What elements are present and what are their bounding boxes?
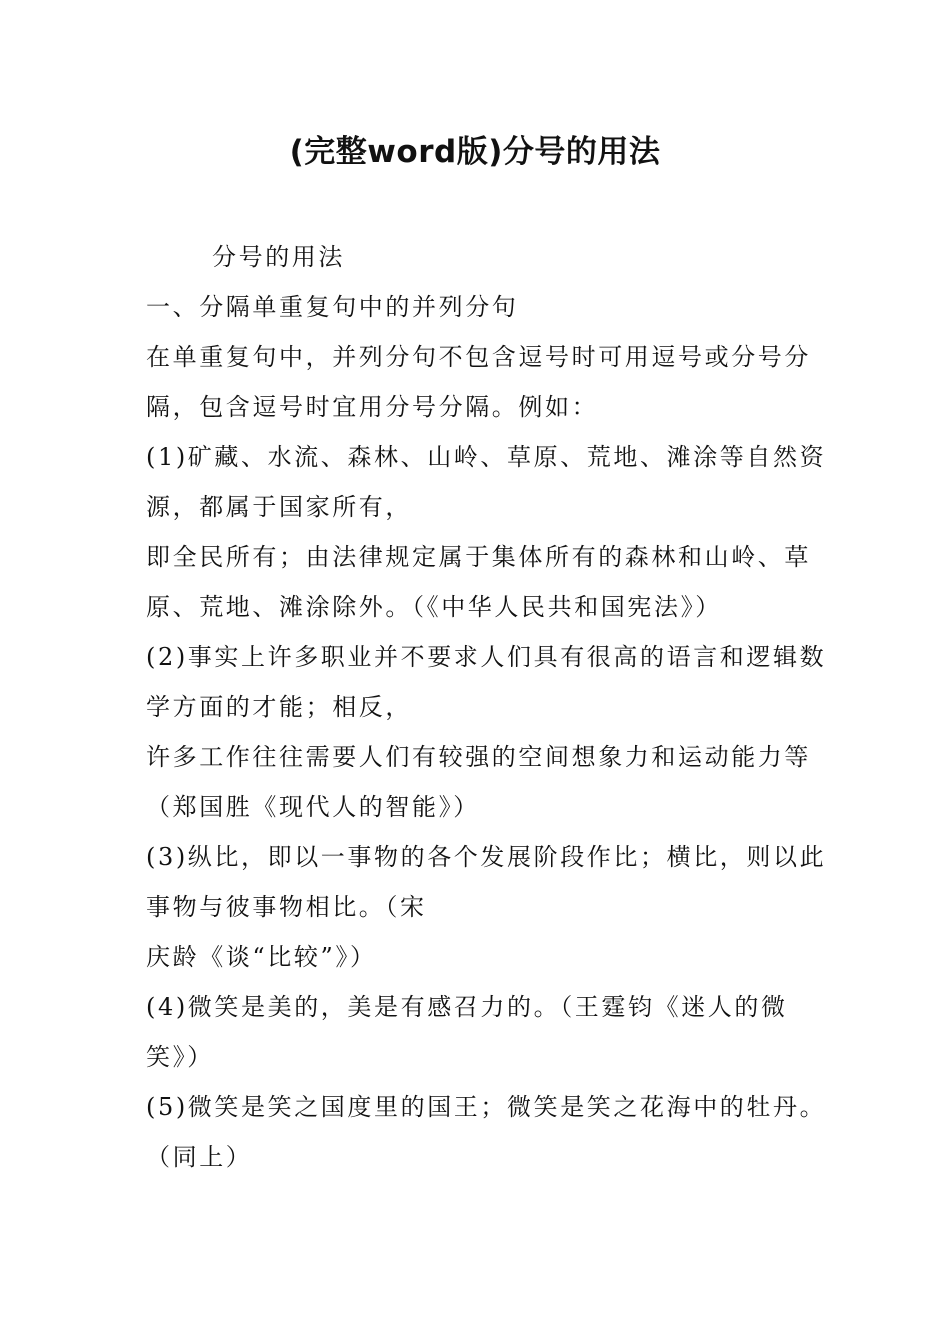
document-title: (完整word版)分号的用法: [289, 134, 661, 170]
example-line: (3)纵比，即以一事物的各个发展阶段作比；横比，则以此: [146, 843, 827, 871]
example-line: (4)微笑是美的，美是有感召力的。（王霆钧《迷人的微: [146, 993, 788, 1021]
example-line: （郑国胜《现代人的智能》）: [146, 793, 480, 821]
paragraph-line: 隔，包含逗号时宜用分号分隔。例如：: [146, 393, 599, 421]
paragraph-line: 在单重复句中，并列分句不包含逗号时可用逗号或分号分: [146, 343, 811, 371]
example-line: 笑》）: [146, 1043, 214, 1071]
example-line: （同上）: [146, 1143, 253, 1171]
section-heading: 一、分隔单重复句中的并列分句: [146, 293, 519, 321]
example-line: (5)微笑是笑之国度里的国王；微笑是笑之花海中的牡丹。: [146, 1093, 827, 1121]
example-line: 庆龄《谈“比较”》）: [146, 943, 377, 971]
example-line: 原、荒地、滩涂除外。（《中华人民共和国宪法》）: [146, 593, 722, 621]
example-line: 许多工作往往需要人们有较强的空间想象力和运动能力等: [146, 743, 811, 771]
document-body: [146, 232, 827, 1182]
subtitle-line: 分号的用法: [212, 243, 345, 271]
example-line: (1)矿藏、水流、森林、山岭、草原、荒地、滩涂等自然资: [146, 443, 827, 471]
example-line: 源，都属于国家所有，: [146, 493, 412, 521]
example-line: 事物与彼事物相比。（宋: [146, 893, 427, 921]
example-line: 即全民所有；由法律规定属于集体所有的森林和山岭、草: [146, 543, 811, 571]
example-line: 学方面的才能；相反，: [146, 693, 412, 721]
example-line: (2)事实上许多职业并不要求人们具有很高的语言和逻辑数: [146, 643, 827, 671]
